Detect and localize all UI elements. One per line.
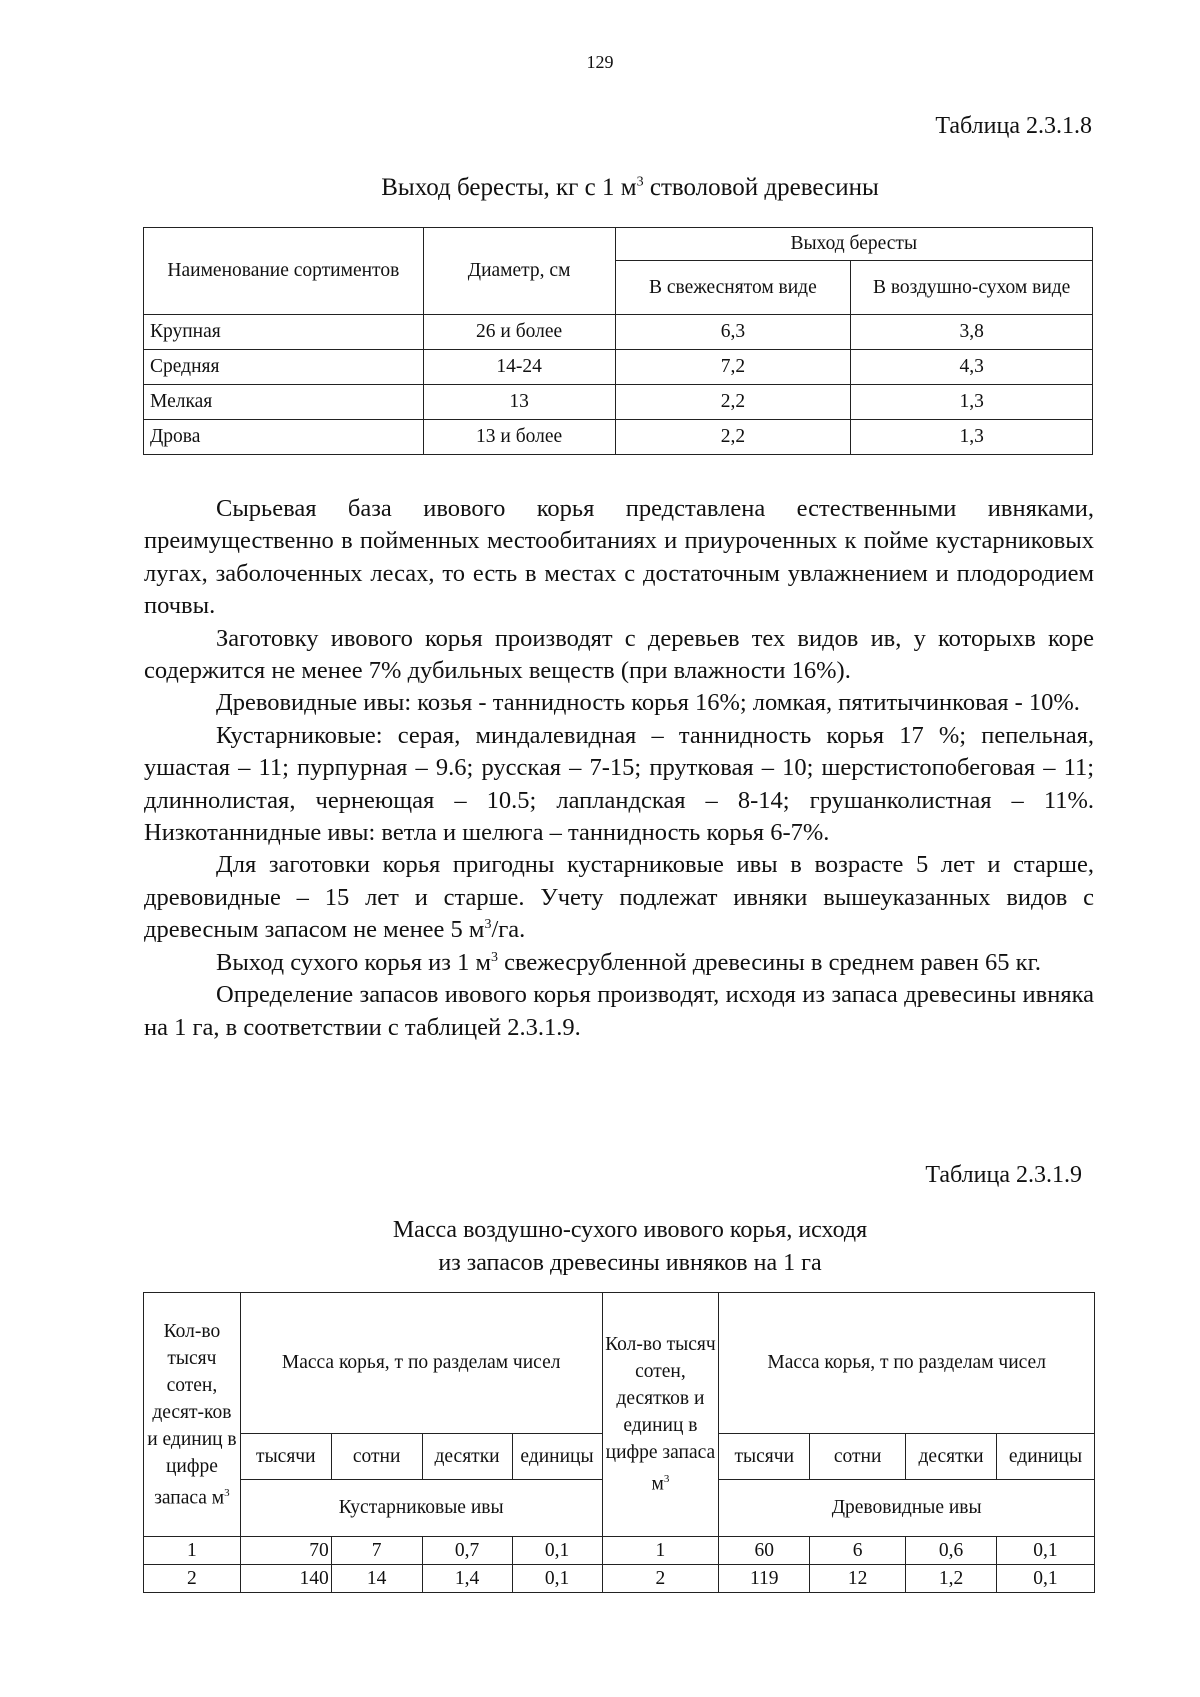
header-units: единицы [512,1434,602,1480]
paragraph: Кустарниковые: серая, миндалевидная – таннидность корья 17 %; пепельная, ушастая – 11; пурпурная – 9.6; русская – 7-15; прутковая – 10; шерстистопобеговая – 11; длиннолистая, чернеющая – 10.5; лапландская – 8-14; грушанколистная – 11%. Низкотаннидные ивы: ветла и шелюга – таннидность корья 6-7%. [144,721,1094,847]
header-tree-willows: Древовидные ивы [719,1480,1095,1537]
header-mass-right: Масса корья, т по разделам чисел [719,1293,1095,1434]
willow-bark-mass-table [143,1292,1095,1593]
cell-units: 0,1 [996,1537,1094,1565]
header-fresh: В свежеснятом виде [615,261,851,315]
header-count-right [602,1293,719,1537]
paragraph: Сырьевая база ивового корья представлена естественными ивняками, преимущественно в пойменных местообитаниях и приуроченных к пойме кустарниковых лугах, заболоченных лесах, то есть в местах с достаточным увлажнением и плодородием почвы. [144,495,1094,620]
table-title-sup: 3 [636,174,644,190]
cell-dry: 4,3 [851,350,1093,385]
cell-name: Дрова [144,420,424,455]
cell-hundreds: 7 [331,1537,422,1565]
header-hundreds: сотни [331,1434,422,1480]
header-shrub-willows: Кустарниковые ивы [240,1480,602,1537]
header-count-left-text: Кол-во тысяч сотен, десят-ков и единиц в цифре запаса м [147,1320,237,1509]
paragraph: Заготовку ивового корья производят с деревьев тех видов ив, у которыхв коре содержится не менее 7% дубильных веществ (при влажности 16%). [144,624,1094,685]
paragraph-text: Для заготовки корья пригодны кустарниковые ивы в возрасте 5 лет и старше, древовидные – 15 лет и старше. Учету подлежат ивняки вышеуказанных видов с древесным запасом не менее 5 м [144,851,1094,944]
header-thousands: тысячи [719,1434,810,1480]
header-diameter: Диаметр, см [423,228,615,315]
cell-diameter: 14-24 [423,350,615,385]
cell-hundreds: 14 [331,1565,422,1593]
cell-tens: 0,7 [422,1537,512,1565]
cell-tens: 1,2 [906,1565,997,1593]
birch-bark-yield-table [143,227,1093,455]
paragraph-text-end: свежесрубленной древесины в среднем равен 65 кг. [497,948,1041,976]
cell-count: 1 [144,1537,241,1565]
cell-dry: 1,3 [851,385,1093,420]
cell-dry: 3,8 [851,315,1093,350]
paragraph-sup: 3 [484,917,492,933]
header-mass-left: Масса корья, т по разделам чисел [240,1293,602,1434]
table-row [144,1565,1095,1593]
page-number: 129 [586,52,614,72]
paragraph: Древовидные ивы: козья - таннидность корья 16%; ломкая, пятитычинковая - 10%. [216,689,1080,717]
table-title-line: из запасов древесины ивняков на 1 га [438,1250,822,1276]
paragraph-text: Выход сухого корья из 1 м [216,948,491,976]
cell-hundreds: 12 [810,1565,906,1593]
header-count-right-text: Кол-во тысяч сотен, десятков и единиц в цифре запаса м [605,1334,716,1495]
cell-thousands: 60 [719,1537,810,1565]
cell-thousands: 119 [719,1565,810,1593]
header-tens: десятки [422,1434,512,1480]
cell-diameter: 13 и более [423,420,615,455]
table-row [144,315,1093,350]
header-thousands: тысячи [240,1434,331,1480]
table-row [144,385,1093,420]
header-units: единицы [996,1434,1094,1480]
cell-fresh: 2,2 [615,385,851,420]
header-hundreds: сотни [810,1434,906,1480]
cell-count: 2 [602,1565,719,1593]
header-count-left-sup: 3 [224,1486,230,1499]
cell-diameter: 26 и более [423,315,615,350]
cell-tens: 1,4 [422,1565,512,1593]
header-count-right-sup: 3 [663,1473,670,1486]
header-dry: В воздушно-сухом виде [851,261,1093,315]
header-yield: Выход бересты [615,228,1093,261]
table-row [144,350,1093,385]
header-count-left [144,1293,241,1537]
cell-units: 0,1 [996,1565,1094,1593]
cell-count: 2 [144,1565,241,1593]
table-title-line: Масса воздушно-сухого ивового корья, исходя [392,1217,868,1243]
table-row [144,1537,1095,1565]
cell-fresh: 2,2 [615,420,851,455]
table-title-text-end: стволовой древесины [643,174,879,201]
table-title [130,174,1130,202]
paragraph [144,849,1094,946]
cell-name: Средняя [144,350,424,385]
paragraph-sup: 3 [490,949,498,965]
cell-tens: 0,6 [906,1537,997,1565]
table-title [130,1214,1130,1280]
paragraph [144,947,1094,979]
cell-units: 0,1 [512,1537,602,1565]
cell-hundreds: 6 [810,1537,906,1565]
table-label: Таблица 2.3.1.8 [935,113,1092,139]
paragraph-text-end: /га. [491,916,526,944]
cell-thousands: 140 [240,1565,331,1593]
body-text [144,493,1094,1044]
paragraph: Определение запасов ивового корья производят, исходя из запаса древесины ивняка на 1 га, в соответствии с таблицей 2.3.1.9. [144,981,1094,1041]
cell-thousands: 70 [240,1537,331,1565]
cell-fresh: 6,3 [615,315,851,350]
table-row [144,420,1093,455]
cell-name: Крупная [144,315,424,350]
cell-fresh: 7,2 [615,350,851,385]
cell-units: 0,1 [512,1565,602,1593]
table-title-text: Выход бересты, кг с 1 м [381,174,637,201]
cell-count: 1 [602,1537,719,1565]
table-label: Таблица 2.3.1.9 [925,1162,1082,1188]
header-assortment: Наименование сортиментов [144,228,424,315]
cell-dry: 1,3 [851,420,1093,455]
header-tens: десятки [906,1434,997,1480]
cell-name: Мелкая [144,385,424,420]
cell-diameter: 13 [423,385,615,420]
